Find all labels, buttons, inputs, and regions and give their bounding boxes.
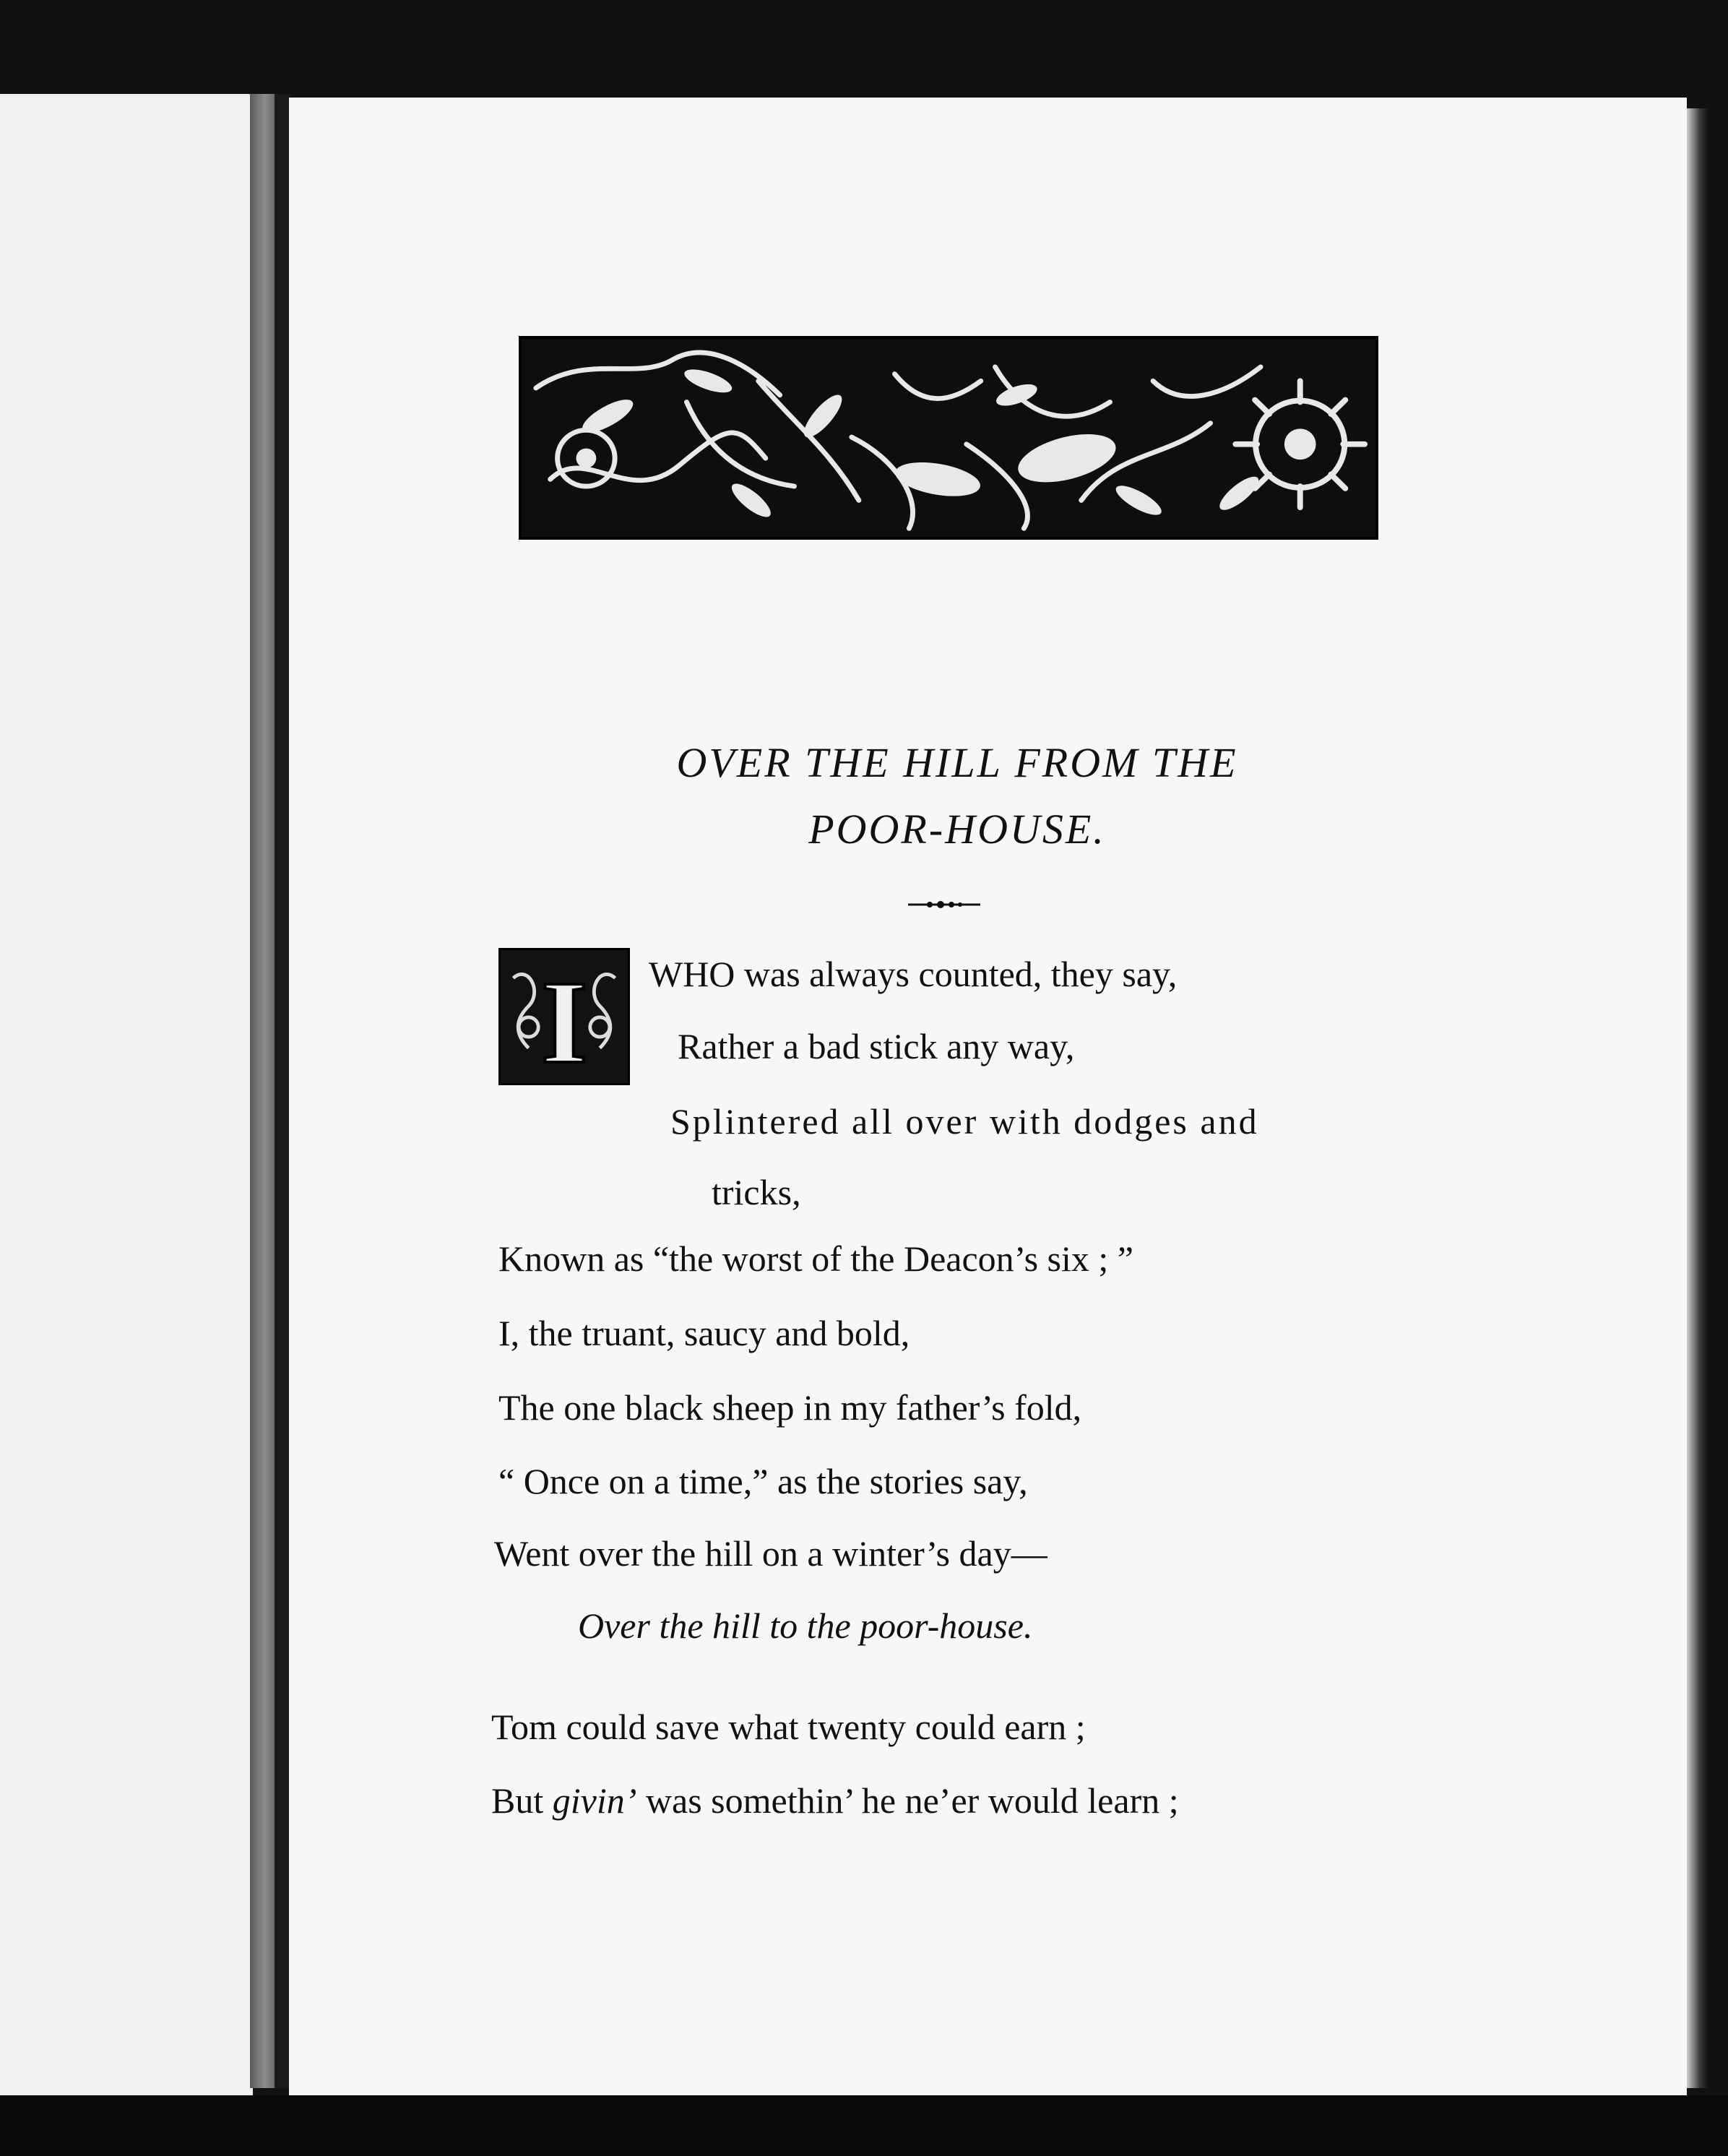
drop-cap-initial (498, 948, 630, 1085)
poem-line: Went over the hill on a winter’s day— (494, 1533, 1047, 1574)
page-edge (1687, 108, 1708, 2088)
title-line-2: POOR-HOUSE. (808, 806, 1106, 853)
poem-refrain: Over the hill to the poor-house. (578, 1605, 1033, 1646)
poem-title (549, 730, 1365, 863)
poem-line: I, the truant, saucy and bold, (498, 1313, 910, 1353)
scan-bottom-border (0, 2095, 1728, 2156)
poem-line: WHO was always counted, they say, (649, 954, 1178, 994)
spine-shadow (275, 94, 290, 2088)
title-line-1: OVER THE HILL FROM THE (676, 739, 1238, 786)
left-facing-page (0, 94, 253, 2095)
line-suffix: was somethin’ he ne’er would learn ; (645, 1780, 1179, 1821)
floral-woodcut-icon (522, 339, 1375, 537)
drop-cap-letter: I (541, 955, 587, 1083)
poem-line: The one black sheep in my father’s fold, (498, 1387, 1082, 1428)
line-prefix: But (491, 1780, 544, 1821)
poem-line: Known as “the worst of the Deacon’s six ; ” (498, 1238, 1133, 1279)
poem-line: Tom could save what twenty could earn ; (491, 1707, 1086, 1747)
poem-line (491, 1779, 1179, 1822)
poem-line: tricks, (712, 1172, 801, 1212)
decorated-initial-icon (501, 950, 628, 1083)
poem-line: Splintered all over with dodges and (670, 1101, 1259, 1142)
poem-line: Rather a bad stick any way, (678, 1026, 1075, 1066)
floral-header-ornament (519, 336, 1378, 540)
poem-line: “ Once on a time,” as the stories say, (498, 1461, 1028, 1501)
divider-rule-icon (908, 900, 980, 910)
line-emphasis: givin’ (552, 1780, 637, 1821)
